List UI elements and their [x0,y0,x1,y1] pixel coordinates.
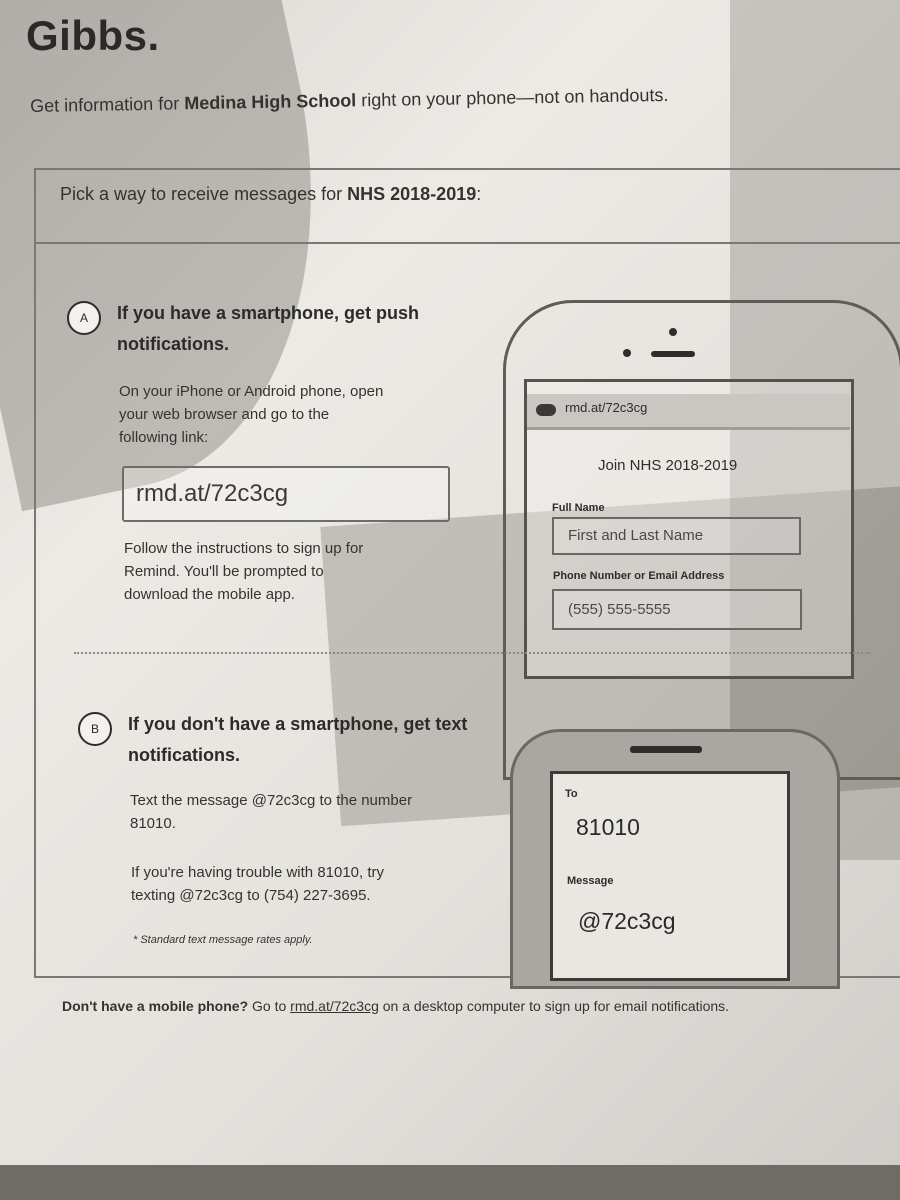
option-b-trouble [131,861,431,907]
pick-suffix: : [476,184,482,204]
contact-label: Phone Number or Email Address [553,570,725,582]
full-name-field: First and Last Name [552,517,801,555]
class-name: NHS 2018-2019 [347,184,477,204]
dotted-divider [74,652,870,654]
text-end: . [171,815,176,832]
intro-suffix: right on your phone—not on handouts. [361,84,669,111]
option-a-follow-up: Follow the instructions to sign up for Remind. You'll be prompted to download the mobile app. [124,540,364,603]
intro-text [30,85,669,117]
trouble-number: 81010 [317,864,360,881]
alternate-number: (754) 227-3695 [263,887,367,904]
signup-link-box[interactable]: rmd.at/72c3cg [122,466,450,522]
option-b-instructions [130,789,440,835]
option-b-heading: If you don't have a smartphone, get text notifications. [128,714,468,765]
footer-note [62,998,729,1014]
footer-go-to: Go to [252,998,287,1014]
footer-rest: on a desktop computer to sign up for email notifications. [382,998,730,1014]
speaker-icon [630,746,702,753]
sms-number: 81010 [130,815,172,832]
trouble-end: . [366,887,371,904]
trouble-prefix: If you're having trouble with [131,864,314,881]
pick-instruction [60,184,481,205]
pick-prefix: Pick a way to receive messages for [60,184,343,204]
message-code: @72c3cg [251,792,316,809]
full-name-label: Full Name [552,502,605,514]
option-a-instructions: On your iPhone or Android phone, open your web browser and go to the following link: [119,383,384,446]
rates-disclaimer: * Standard text message rates apply. [133,934,313,946]
option-a-badge: A [67,301,101,335]
school-name: Medina High School [184,90,357,114]
remind-logo-icon [536,404,556,416]
sms-message-value: @72c3cg [578,908,676,934]
speaker-icon [651,351,695,357]
text-prefix: Text the message [130,792,248,809]
intro-prefix: Get information for [30,93,180,116]
join-title: Join NHS 2018-2019 [598,457,738,474]
browser-url: rmd.at/72c3cg [565,400,648,415]
footer-question: Don't have a mobile phone? [62,998,249,1014]
contact-field: (555) 555-5555 [552,589,802,630]
section-divider [36,242,900,244]
option-a-heading: If you have a smartphone, get push notifications. [117,303,420,354]
option-b-badge: B [78,712,112,746]
camera-icon [623,349,631,357]
sms-to-value: 81010 [576,814,640,840]
trouble-middle: , try texting [131,864,385,904]
trouble-code: @72c3cg [179,887,243,904]
sms-message-label: Message [567,875,614,887]
teacher-name: Gibbs. [26,12,160,59]
sensor-dot [669,328,677,336]
desktop-signup-link[interactable]: rmd.at/72c3cg [290,998,379,1014]
text-middle: to the number [319,792,413,809]
trouble-to: to [247,887,260,904]
sms-to-label: To [565,788,578,800]
